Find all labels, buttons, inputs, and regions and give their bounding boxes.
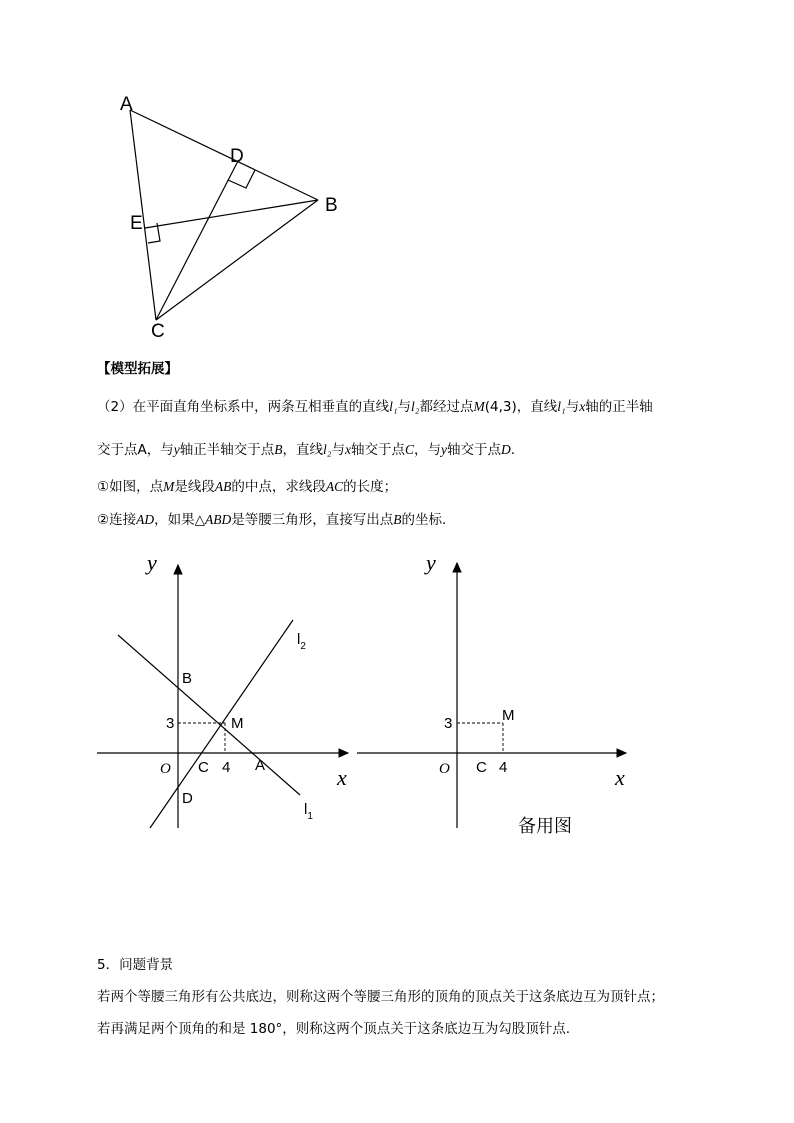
y-axis-label: y xyxy=(147,550,157,575)
section-5-title: 5．问题背景 xyxy=(97,957,174,973)
label-D: D xyxy=(182,790,193,807)
y-axis-label: y xyxy=(426,550,436,575)
x-axis-label: x xyxy=(615,765,625,790)
problem-2-line-1: （2）在平面直角坐标系中，两条互相垂直的直线l₁与l₂都经过点M(4,3)，直线l₁与x轴的正半轴 xyxy=(97,399,653,415)
problem-2-line-2: 交于点A，与y轴正半轴交于点B，直线l₂与x轴交于点C，与y轴交于点D. xyxy=(97,442,516,458)
x-axis-label: x xyxy=(337,765,347,790)
section-5-line-1: 若两个等腰三角形有公共底边，则称这两个等腰三角形的顶角的顶点关于这条底边互为顶针点； xyxy=(97,989,664,1005)
section-heading: 【模型拓展】 xyxy=(97,361,178,377)
question-1: ①如图，点M是线段AB的中点，求线段AC的长度； xyxy=(97,479,398,495)
origin-label: O xyxy=(160,761,171,777)
segment-BC xyxy=(156,200,318,320)
segment-BE xyxy=(145,200,318,228)
coordinate-figure-spare xyxy=(350,545,640,845)
segment-CD xyxy=(156,161,238,320)
coordinate-figure-main xyxy=(90,545,360,835)
label-A: A xyxy=(120,94,133,115)
label-B: B xyxy=(325,195,338,216)
segment-AB xyxy=(130,110,318,200)
triangle-figure xyxy=(110,88,360,348)
question-2: ②连接AD，如果△ABD是等腰三角形，直接写出点B的坐标. xyxy=(97,512,447,528)
line-l1 xyxy=(118,635,300,795)
label-M: M xyxy=(231,715,244,732)
label-4: 4 xyxy=(222,759,231,776)
label-3: 3 xyxy=(166,715,175,732)
label-E: E xyxy=(130,213,143,234)
label-C: C xyxy=(151,321,165,342)
label-3: 3 xyxy=(444,715,453,732)
label-l1: $l_1$ xyxy=(304,801,313,822)
label-C: C xyxy=(476,759,487,776)
label-l2: $l_2$ xyxy=(297,631,306,652)
label-D: D xyxy=(230,146,244,167)
label-A: A xyxy=(255,757,266,774)
label-C: C xyxy=(198,759,209,776)
label-B: B xyxy=(182,670,193,687)
label-M: M xyxy=(502,707,515,724)
spare-figure-caption: 备用图 xyxy=(518,816,572,836)
label-4: 4 xyxy=(499,759,508,776)
section-5-line-2: 若再满足两个顶角的和是 180°，则称这两个顶点关于这条底边互为勾股顶针点. xyxy=(97,1021,571,1037)
origin-label: O xyxy=(439,761,450,777)
